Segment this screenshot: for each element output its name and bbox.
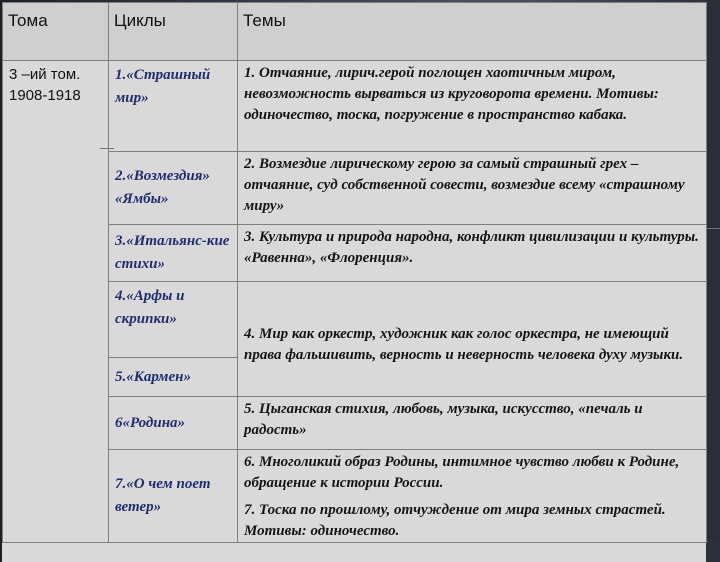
cycle-cell: 4.«Арфы и скрипки» bbox=[109, 282, 238, 358]
cycles-table-container bbox=[2, 2, 706, 562]
table-row bbox=[3, 152, 707, 225]
volume-years: 1908-1918 bbox=[9, 87, 81, 104]
table-row bbox=[3, 225, 707, 282]
theme-text: 6. Многоликий образ Родины, интимное чувство любви к Родине, обращение к истории России. bbox=[244, 454, 680, 491]
theme-text: 5. Цыганская стихия, любовь, музыка, искусство, «печаль и радость» bbox=[244, 401, 643, 438]
theme-text: 4. Мир как оркестр, художник как голос оркестра, не имеющий права фальшивить, верность и неверность человека духу музыки. bbox=[244, 326, 684, 363]
theme-cell bbox=[238, 282, 707, 397]
volume-number: 3 –ий том. bbox=[9, 66, 81, 83]
table-row bbox=[3, 450, 707, 543]
cycles-table bbox=[2, 2, 707, 543]
cycle-cell: 5.«Кармен» bbox=[109, 358, 238, 397]
theme-cell bbox=[238, 225, 707, 282]
header-themes: Темы bbox=[238, 3, 707, 61]
slide-right-edge bbox=[706, 0, 720, 540]
cycle-cell: 2.«Возмездия» «Ямбы» bbox=[109, 152, 238, 225]
cycle-cell: 1.«Страшный мир» bbox=[109, 61, 238, 152]
table-row bbox=[3, 282, 707, 358]
cycle-cell: 3.«Итальянс-кие стихи» bbox=[109, 225, 238, 282]
theme-text: 3. Культура и природа народна, конфликт цивилизации и культуры. «Равенна», «Флоренция». bbox=[244, 229, 699, 266]
table-row bbox=[3, 61, 707, 152]
cycle-cell: 6«Родина» bbox=[109, 397, 238, 450]
slide-divider-line bbox=[100, 148, 114, 149]
theme-text: 2. Возмездие лирическому герою за самый страшный грех – отчаяние, суд собственной совести, возмездие всему «страшному миру» bbox=[244, 156, 685, 214]
theme-text: 1. Отчаяние, лирич.герой поглощен хаотичным миром, невозможность вырваться из круговорота времени. Мотивы: одиночество, тоска, погружение в пространство кабака. bbox=[244, 65, 659, 123]
theme-cell bbox=[238, 152, 707, 225]
theme-cell bbox=[238, 397, 707, 450]
table-row bbox=[3, 397, 707, 450]
slide-divider-line bbox=[706, 228, 720, 229]
header-cycles: Циклы bbox=[109, 3, 238, 61]
theme-text-extra: 7. Тоска по прошлому, отчуждение от мира земных страстей. Мотивы: одиночество. bbox=[244, 502, 666, 539]
header-volumes: Тома bbox=[3, 3, 109, 61]
header-row bbox=[3, 3, 707, 61]
volume-cell bbox=[3, 61, 109, 543]
theme-cell bbox=[238, 61, 707, 152]
cycle-cell: 7.«О чем поет ветер» bbox=[109, 450, 238, 543]
theme-cell bbox=[238, 450, 707, 543]
